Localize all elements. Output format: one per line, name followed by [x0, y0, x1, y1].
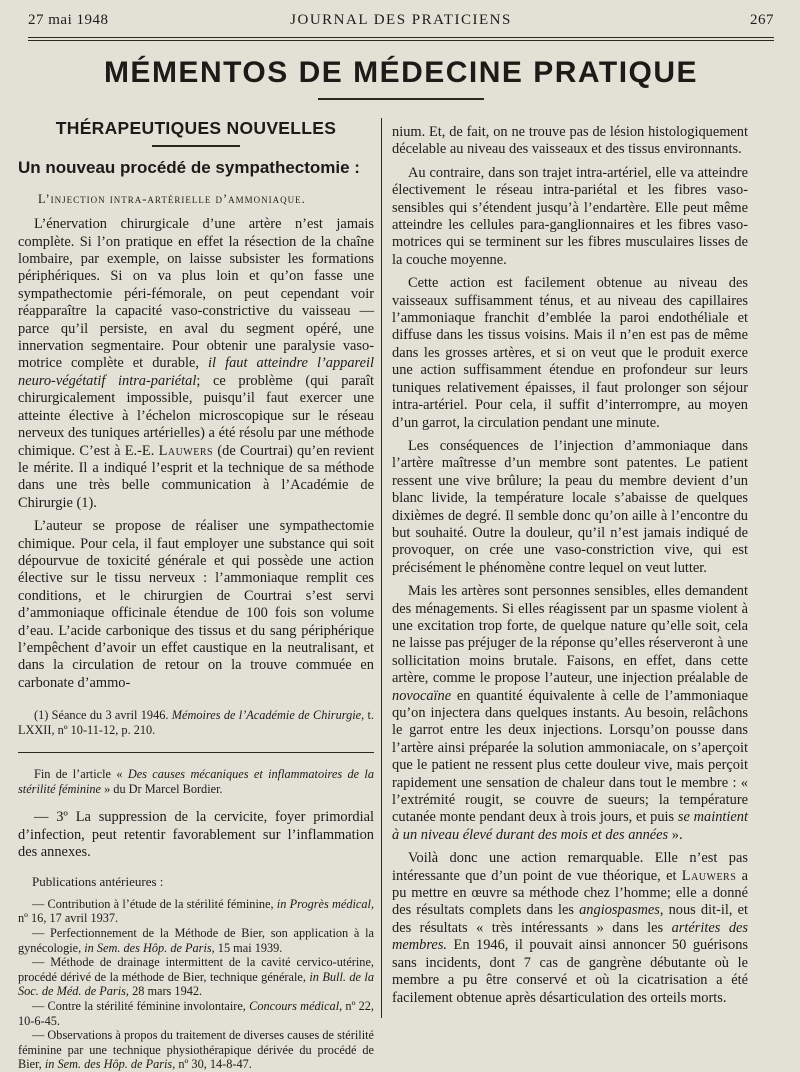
paragraph: Au contraire, dans son trajet intra-artériel, elle va atteindre électivement le réseau intra-pariétal et les fibres vaso-sensibles qui s’étendent jusqu’à l’endartère. Elle peut même atteindre les cellules para-ganglionnaires et les fibres vaso-motrices qui se terminent sur les fibres musculaires lisses de la couche moyenne.	[392, 164, 748, 268]
publication-item: — Contribution à l’étude de la stérilité féminine, in Progrès médical, nº 16, 17 avril 1937.	[18, 896, 375, 926]
page-number: 267	[750, 12, 774, 28]
article-title: Un nouveau procédé de sympathectomie :	[18, 158, 360, 178]
publications-heading: Publications antérieures :	[32, 874, 164, 890]
right-column	[392, 124, 748, 1007]
left-column	[18, 118, 374, 1072]
paragraph: Les conséquences de l’injection d’ammoniaque dans l’artère maîtresse d’un membre sont patentes. Le patient ressent une vive brûlure; la peau du membre devient d’un blanc livide, la température locale s’abaisse de quelques dixièmes de degré. Il semble donc qu’on aille à l’encontre du but souhaité. Outre la douleur, qu’il n’est jamais indiqué de provoquer, on crée une vaso-constriction vive, qui est précisément le phénomène contre lequel on veut lutter.	[392, 437, 748, 576]
journal-name: JOURNAL DES PRATICIENS	[290, 12, 512, 28]
paragraph: L’énervation chirurgicale d’une artère n’est jamais complète. Si l’on pratique en effet la résection de la chaîne lombaire, par exemple, on laisse subsister les formations périphériques. Si on va plus loin et qu’on fasse une sympathectomie péri-fémorale, on peut cependant voir réapparaître la capacité vaso-constrictive du vaisseau — parce qu’il persiste, en aval du segment opéré, une innervation segmentaire. Pour obtenir une paralysie vaso-motrice complète et durable, il faut atteindre l’appareil neuro-végétatif intra-pariétal; ce problème (qui paraît chirurgicalement impossible, puisqu’il faut exercer une atteinte élective à l’échelon microscopique sur le réseau nerveux des tuniques artérielles) a été résolu par une méthode chimique. C’est à E.-E. Lauwers (de Courtrai) qu’en revient le mérite. Il a indiqué l’esprit et la technique de sa méthode dans une très belle communication à l’Académie de Chirurgie (1).	[18, 216, 375, 511]
publication-item: — Observations à propos du traitement de diverses causes de stérilité féminine par une technique physiothérapique dérivée du procédé de Bier, in Sem. des Hôp. de Paris, nº 30, 14-8-47.	[18, 1028, 374, 1072]
footnote: (1) Séance du 3 avril 1946. Mémoires de l’Académie de Chirurgie, t. LXXII, nº 10-11-12, p. 210.	[18, 708, 374, 738]
title-underline	[318, 98, 484, 100]
section-underline	[152, 145, 240, 147]
column-divider	[381, 118, 382, 1018]
publication-item: — Perfectionnement de la Méthode de Bier, son application à la gynécologie, in Sem. des Hôp. de Paris, 15 mai 1939.	[18, 926, 374, 955]
page-header	[28, 12, 774, 34]
issue-date: 27 mai 1948	[28, 12, 109, 28]
page-title: MÉMENTOS DE MÉDECINE PRATIQUE	[103, 56, 699, 89]
paragraph: Voilà donc une action remarquable. Elle n’est pas intéressante que d’un point de vue théorique, et Lauwers a pu mettre en œuvre sa méthode chez l’homme; elle a donné des résultats complets dans les angiospasmes, nous dit-il, et des résultats « très intéressants » dans les artérites des membres. En 1946, il pouvait ainsi annoncer 50 guérisons sans incidents, dont 7 cas de gangrène débutante où le membre a pu être conservé et où la cicatrisation a été facilement obtenue après désarticulation des orteils morts.	[392, 850, 749, 1006]
paragraph: nium. Et, de fait, on ne trouve pas de lésion histologiquement décelable au niveau des vaisseaux et des tissus environnants.	[392, 124, 748, 158]
header-rule-thin	[28, 40, 774, 41]
publication-item: — Contre la stérilité féminine involontaire, Concours médical, nº 22, 10-6-45.	[18, 998, 374, 1028]
section-title: THÉRAPEUTIQUES NOUVELLES	[55, 118, 337, 138]
paragraph: L’auteur se propose de réaliser une sympathectomie chimique. Pour cela, il faut employer une substance qui soit dépourvue de toxicité générale et qui possède une action élective sur le tissu nerveux : l’ammoniaque remplit ces conditions, et le chirurgien de Courtrai s’est servi d’ammoniaque officinale étendue de 100 fois son volume d’eau. L’acide carbonique des tissus et du sang périphérique l’empêchent d’avoir un effet caustique en la neutralisant, et dans la circulation de retour on la trouve commuée en carbonate d’ammo-	[18, 518, 374, 691]
article-end-note: Fin de l’article « Des causes mécaniques et inflammatoires de la stérilité féminine » du Dr Marcel Bordier.	[18, 767, 374, 797]
paragraph: — 3º La suppression de la cervicite, foyer primordial d’infection, peut retentir favorablement sur l’inflammation des annexes.	[18, 809, 374, 860]
paragraph: Cette action est facilement obtenue au niveau des vaisseaux suffisamment ténus, et au niveau des capillaires l’ammoniaque franchit d’emblée la paroi endothéliale et diffuse dans les tissus voisins. Mais il n’en est pas de même dans les grosses artères, et si on veut que le produit exerce une action suffisamment étendue en profondeur sur leurs tuniques relativement épaisses, il faut prolonger son séjour intra-artériel. Pour cela, il suffit d’interrompre, au moyen d’un garrot, la circulation pendant une minute.	[392, 275, 748, 431]
header-rule	[28, 37, 774, 38]
publication-item: — Méthode de drainage intermittent de la cavité cervico-utérine, procédé dérivé de la méthode de Bier, technique générale, in Bull. de la Soc. de Méd. de Paris, 28 mars 1942.	[18, 955, 374, 999]
separator	[18, 752, 374, 753]
paragraph: Mais les artères sont personnes sensibles, elles demandent des ménagements. Si elles réagissent par un spasme violent à une excitation trop forte, de quelque nature qu’elle soit, cela ne laisse pas préjuger de la réponse qu’elles réserveront à une sollicitation moins brutale. Faisons, en effet, dans cette artère, comme le propose l’auteur, une injection préalable de novocaïne en quantité équivalente à celle de l’ammoniaque qu’on injectera dans quelques instants. Au besoin, relâchons le garrot entre les deux injections. Lorsqu’on pousse dans l’artère ainsi préparée la solution ammoniacale, on s’aperçoit que le patient ne ressent plus cette douleur vive, mais perçoit rapidement une sensation de chaleur dans tout le membre : « l’extrémité rougit, se couvre de sueurs; la température cutanée monte pendant deux à trois jours, et puis se maintient à un niveau élevé durant des mois et des années ».	[392, 583, 748, 843]
article-subtitle: L’injection intra-artérielle d’ammoniaque.	[38, 191, 306, 206]
